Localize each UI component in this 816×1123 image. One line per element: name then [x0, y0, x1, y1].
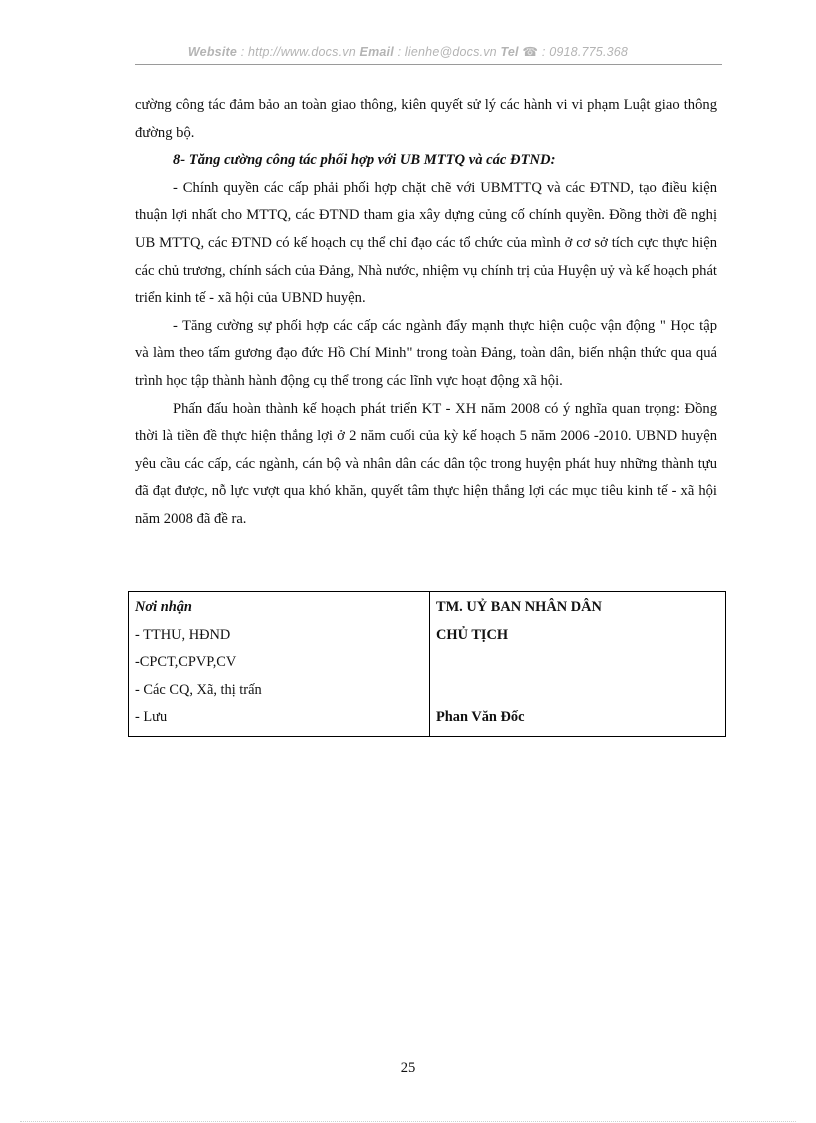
tel-number: : 0918.775.368	[538, 45, 629, 59]
page-bottom-border	[20, 1121, 796, 1122]
signature-cell	[430, 592, 726, 737]
page-header	[0, 44, 816, 59]
signature-space	[436, 677, 719, 705]
paragraph-coordination: - Chính quyền các cấp phải phối hợp chặt chẽ với UBMTTQ và các ĐTND, tạo điều kiện thuận lợi nhất cho MTTQ, các ĐTND tham gia xây dựng củng cố chính quyền. Đồng thời đề nghị UB MTTQ, các ĐTND có kế hoạch cụ thể chỉ đạo các tổ chức của mình ở cơ sở tích cực thực hiện các chủ trương, chính sách của Đảng, Nhà nước, nhiệm vụ chính trị của Huyện uỷ và kế hoạch phát triển kinh tế - xã hội của UBND huyện.	[135, 179, 717, 307]
signature-space	[436, 649, 719, 677]
page-number: 25	[400, 1060, 416, 1076]
recipients-heading: Nơi nhận	[135, 599, 192, 615]
signer-organization: TM. UỶ BAN NHÂN DÂN	[436, 599, 602, 615]
tel-label: Tel	[500, 45, 519, 59]
signer-name: Phan Văn Đốc	[436, 709, 525, 726]
phone-icon: ☎	[522, 45, 539, 59]
website-label: Website	[187, 45, 238, 59]
recipient-item: -CPCT,CPVP,CV	[135, 654, 237, 671]
signer-title: CHỦ TỊCH	[436, 626, 509, 643]
paragraph-traffic-safety: cường công tác đảm bảo an toàn giao thông, kiên quyết sử lý các hành vi vi phạm Luật giao thông đường bộ.	[135, 97, 717, 141]
website-url: : http://www.docs.vn	[237, 45, 360, 59]
recipient-item: - Các CQ, Xã, thị trấn	[135, 681, 262, 698]
email-label: Email	[359, 45, 394, 59]
recipient-item: - Lưu	[135, 709, 168, 726]
header-divider	[135, 64, 722, 65]
recipients-cell	[129, 592, 430, 737]
document-body	[135, 92, 717, 534]
recipient-item: - TTHU, HĐND	[135, 626, 231, 643]
email-address: : lienhe@docs.vn	[393, 45, 501, 59]
signature-table	[128, 591, 726, 737]
section-heading: 8- Tăng cường công tác phối hợp với UB MTTQ và các ĐTND:	[173, 152, 556, 169]
paragraph-conclusion: Phấn đấu hoàn thành kế hoạch phát triển KT - XH năm 2008 có ý nghĩa quan trọng: Đồng thời là tiền đề thực hiện thắng lợi ở 2 năm cuối của kỳ kế hoạch 5 năm 2006 -2010. UBND huyện yêu cầu các cấp, các ngành, cán bộ và nhân dân các dân tộc trong huyện phát huy những thành tựu đã đạt được, nỗ lực vượt qua khó khăn, quyết tâm thực hiện thắng lợi các mục tiêu kinh tế - xã hội năm 2008 đã đề ra.	[135, 400, 717, 527]
paragraph-campaign: - Tăng cường sự phối hợp các cấp các ngành đẩy mạnh thực hiện cuộc vận động " Học tập và làm theo tấm gương đạo đức Hồ Chí Minh" trong toàn Đảng, toàn dân, biến nhận thức qua quá trình học tập thành hành động cụ thể trong các lĩnh vực hoạt động xã hội.	[135, 317, 717, 389]
